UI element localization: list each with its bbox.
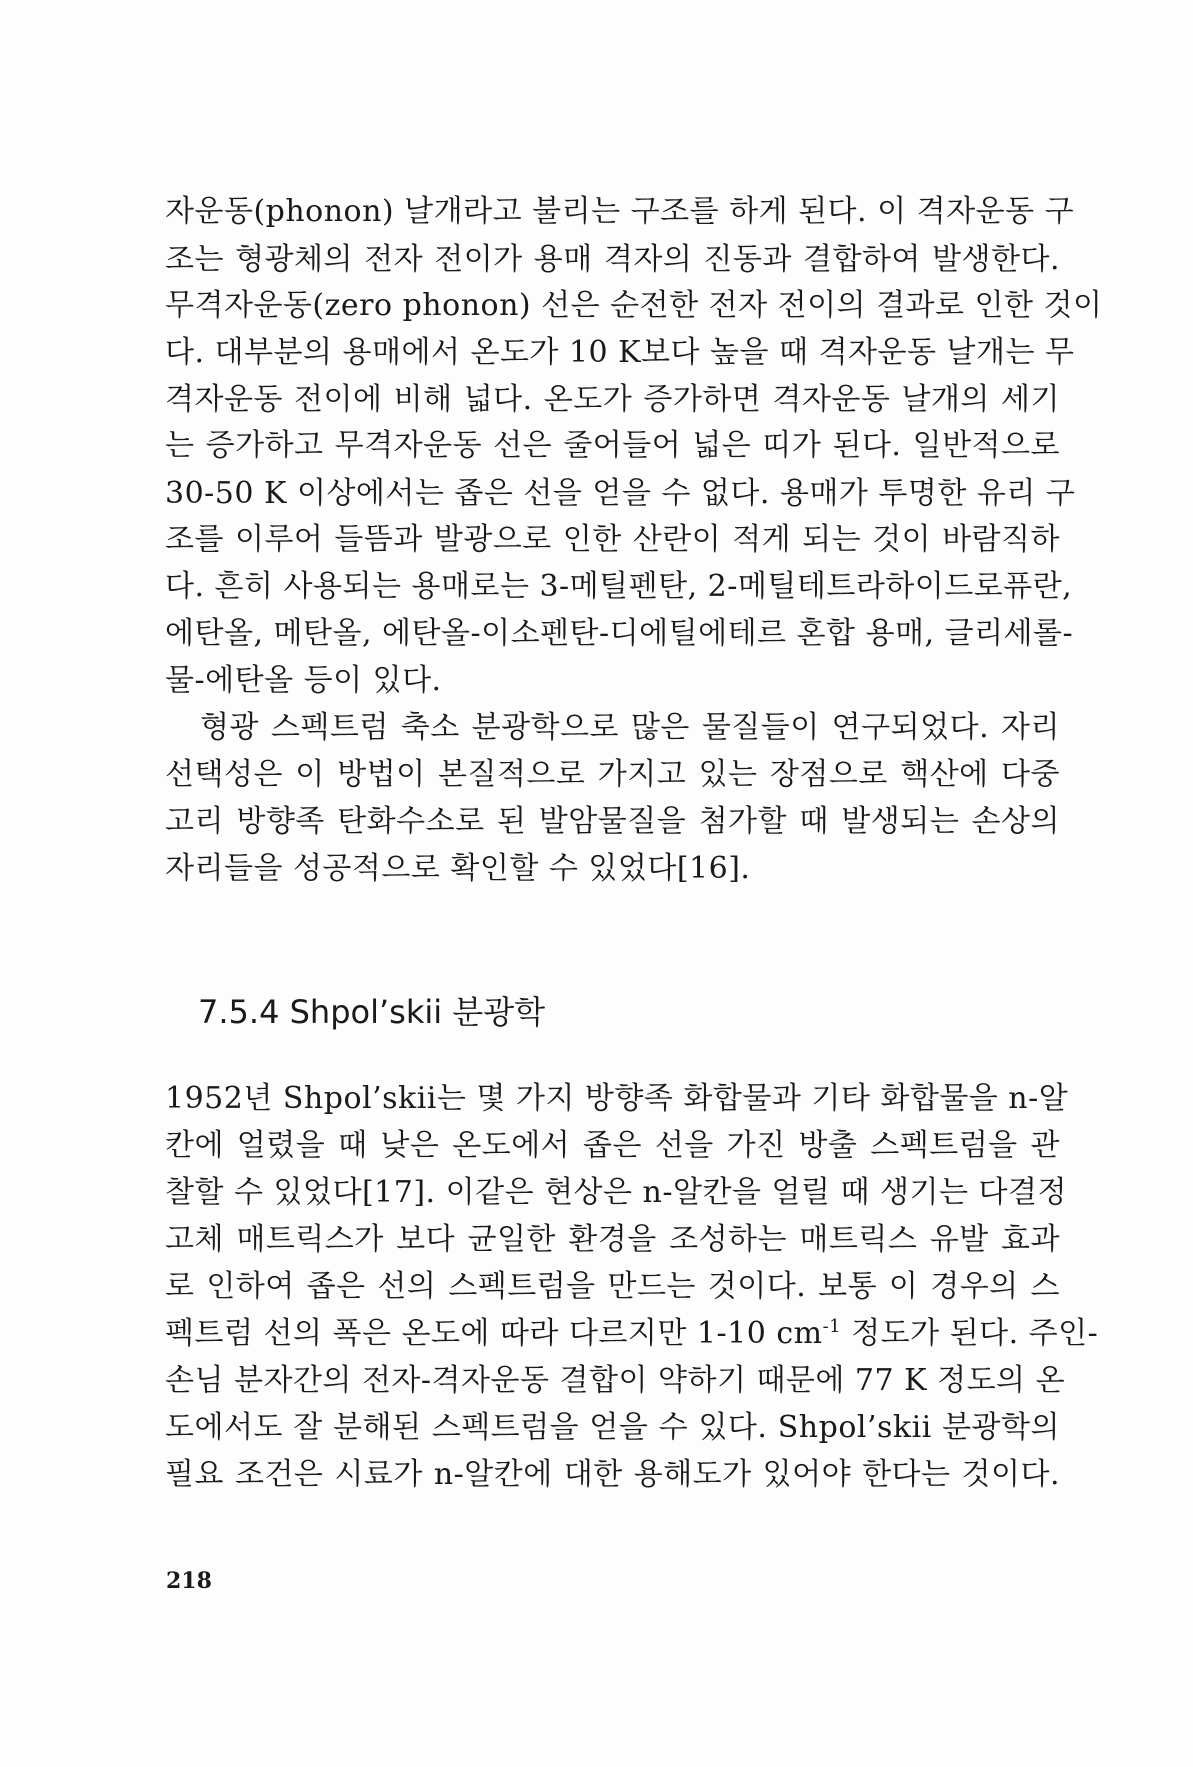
body-text-line: 30-50 K 이상에서는 좁은 선을 얻을 수 없다. 용매가 투명한 유리 구 — [165, 476, 1076, 511]
body-text-line: 는 증가하고 무격자운동 선은 줄어들어 넓은 띠가 된다. 일반적으로 — [165, 428, 1060, 463]
body-text-line: 물-에탄올 등이 있다. — [165, 663, 442, 698]
body-text-line: 다. 대부분의 용매에서 온도가 10 K보다 높을 때 격자운동 날개는 무 — [165, 335, 1075, 370]
body-text-line: 다. 흔히 사용되는 용매로는 3-메틸펜탄, 2-메틸테트라하이드로퓨란, — [165, 569, 1073, 604]
body-text-line: 로 인하여 좁은 선의 스펙트럼을 만드는 것이다. 보통 이 경우의 스 — [165, 1269, 1060, 1304]
text-segment: 펙트럼 선의 폭은 온도에 따라 다르지만 1-10 cm — [165, 1316, 823, 1351]
page-number: 218 — [166, 1568, 212, 1594]
body-text-line: 찰할 수 있었다[17]. 이같은 현상은 n-알칸을 얼릴 때 생기는 다결정 — [165, 1175, 1067, 1210]
body-text-line: 손님 분자간의 전자-격자운동 결합이 약하기 때문에 77 K 정도의 온 — [165, 1363, 1066, 1398]
body-text-line: 선택성은 이 방법이 본질적으로 가지고 있는 장점으로 핵산에 다중 — [165, 757, 1060, 792]
body-text-line: 1952년 Shpol’skii는 몇 가지 방향족 화합물과 기타 화합물을 n-알 — [165, 1081, 1069, 1116]
section-heading: 7.5.4 Shpol’skii 분광학 — [198, 993, 546, 1031]
body-text-line: 격자운동 전이에 비해 넓다. 온도가 증가하면 격자운동 날개의 세기 — [165, 382, 1060, 417]
text-segment: 정도가 된다. 주인- — [841, 1316, 1099, 1351]
body-text-line: 조를 이루어 들뜸과 발광으로 인한 산란이 적게 되는 것이 바람직하 — [165, 522, 1060, 557]
body-text-line: 자운동(phonon) 날개라고 불리는 구조를 하게 된다. 이 격자운동 구 — [165, 194, 1075, 229]
body-text-line: 에탄올, 메탄올, 에탄올-이소펜탄-디에틸에테르 혼합 용매, 글리세롤- — [165, 616, 1074, 651]
body-text-line: 자리들을 성공적으로 확인할 수 있었다[16]. — [165, 851, 751, 886]
body-text-line: 고리 방향족 탄화수소로 된 발암물질을 첨가할 때 발생되는 손상의 — [165, 804, 1060, 839]
superscript: -1 — [822, 1316, 842, 1337]
body-text-line: 형광 스펙트럼 축소 분광학으로 많은 물질들이 연구되었다. 자리 — [200, 710, 1060, 745]
body-text-line: 도에서도 잘 분해된 스펙트럼을 얻을 수 있다. Shpol’skii 분광학의 — [165, 1410, 1060, 1445]
body-text-line: 고체 매트릭스가 보다 균일한 환경을 조성하는 매트릭스 유발 효과 — [165, 1222, 1060, 1257]
body-text-line: 무격자운동(zero phonon) 선은 순전한 전자 전이의 결과로 인한 것이 — [165, 288, 1103, 323]
body-text-line — [165, 1314, 1099, 1354]
body-text-line: 필요 조건은 시료가 n-알칸에 대한 용해도가 있어야 한다는 것이다. — [165, 1457, 1060, 1492]
body-text-line: 칸에 얼렸을 때 낮은 온도에서 좁은 선을 가진 방출 스펙트럼을 관 — [165, 1128, 1060, 1163]
body-text-line: 조는 형광체의 전자 전이가 용매 격자의 진동과 결합하여 발생한다. — [165, 242, 1060, 277]
